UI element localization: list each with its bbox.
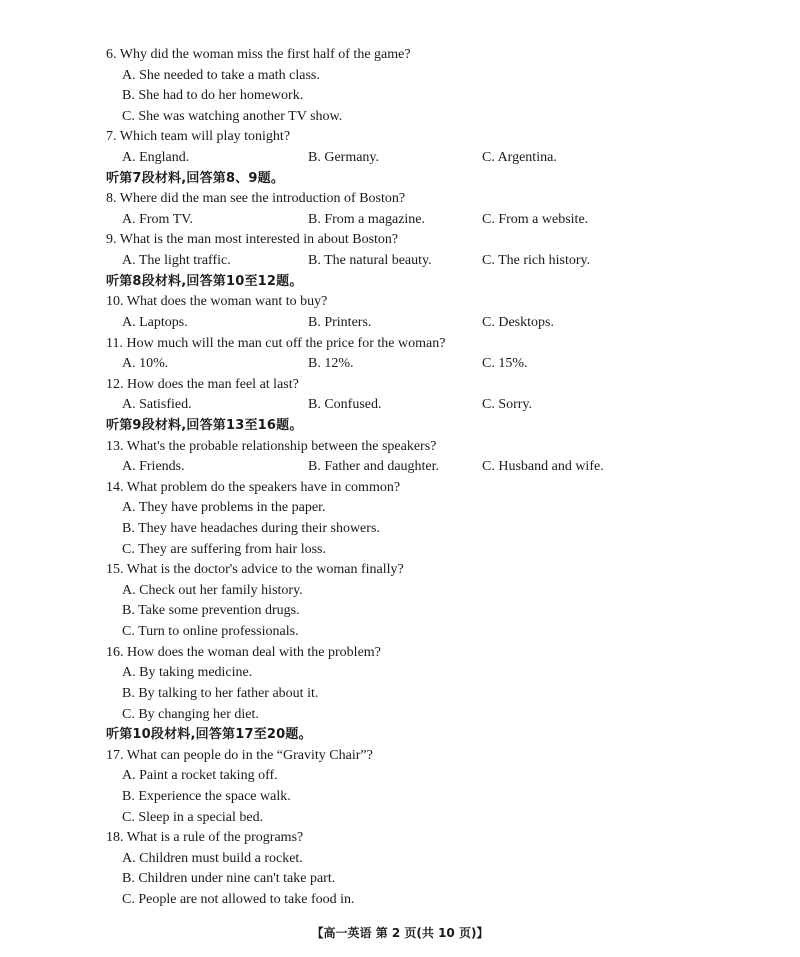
option-c: C. Desktops. [482,314,554,330]
option-line: B. They have headaches during their showers. [122,521,380,537]
option-a: A. England. [122,150,190,166]
option-c: C. The rich history. [482,253,591,269]
option-line: A. Children must build a rocket. [122,850,303,866]
option-b: B. Germany. [308,150,380,166]
question-list [106,45,766,911]
option-a: A. From TV. [122,211,194,227]
option-a: A. 10%. [122,356,169,372]
question-stem: 9. What is the man most interested in about Boston? [106,232,399,248]
option-line: C. People are not allowed to take food in. [122,891,355,907]
option-c: C. Sorry. [482,397,533,413]
options-row [106,148,766,169]
option-line: C. She was watching another TV show. [122,108,343,124]
option-line: A. Paint a rocket taking off. [122,768,278,784]
options-row [106,354,766,375]
option-b: B. Printers. [308,314,372,330]
question-stem: 8. Where did the man see the introduction of Boston? [106,191,406,207]
option-line: A. By taking medicine. [122,665,253,681]
option-line: B. Children under nine can't take part. [122,871,336,887]
option-b: B. 12%. [308,356,354,372]
option-a: A. Laptops. [122,314,188,330]
section-instruction: 听第10段材料,回答第17至20题。 [106,727,312,743]
option-line: C. They are suffering from hair loss. [122,541,326,557]
option-c: C. From a website. [482,211,589,227]
option-b: B. Confused. [308,397,382,413]
option-b: B. From a magazine. [308,211,426,227]
section-instruction: 听第7段材料,回答第8、9题。 [106,170,285,186]
options-row [106,395,766,416]
option-c: C. Argentina. [482,150,557,166]
option-b: B. Father and daughter. [308,459,440,475]
question-stem: 7. Which team will play tonight? [106,129,291,145]
option-line: A. They have problems in the paper. [122,500,326,516]
option-a: A. Friends. [122,459,185,475]
question-stem: 14. What problem do the speakers have in common? [106,479,401,495]
option-c: C. 15%. [482,356,528,372]
option-line: A. Check out her family history. [122,582,303,598]
question-stem: 18. What is a rule of the programs? [106,830,304,846]
page-footer: 【高一英语 第 2 页(共 10 页)】 [311,926,489,940]
option-line: A. She needed to take a math class. [122,67,320,83]
option-line: B. She had to do her homework. [122,88,304,104]
option-line: C. By changing her diet. [122,706,259,722]
section-instruction: 听第9段材料,回答第13至16题。 [106,417,303,433]
question-stem: 11. How much will the man cut off the price for the woman? [106,335,446,351]
options-row [106,251,766,272]
option-line: C. Turn to online professionals. [122,624,299,640]
option-line: B. Experience the space walk. [122,788,291,804]
question-stem: 13. What's the probable relationship between the speakers? [106,438,437,454]
question-stem: 6. Why did the woman miss the first half of the game? [106,47,411,62]
question-stem: 15. What is the doctor's advice to the woman finally? [106,562,404,578]
option-c: C. Husband and wife. [482,459,604,475]
question-stem: 17. What can people do in the “Gravity Chair”? [106,747,373,763]
option-a: A. Satisfied. [122,397,192,413]
question-stem: 10. What does the woman want to buy? [106,294,328,310]
option-line: C. Sleep in a special bed. [122,809,264,825]
option-a: A. The light traffic. [122,253,231,269]
options-row [106,313,766,334]
option-b: B. The natural beauty. [308,253,432,269]
option-line: B. Take some prevention drugs. [122,603,300,619]
options-row [106,457,766,478]
options-row [106,210,766,231]
section-instruction: 听第8段材料,回答第10至12题。 [106,273,303,289]
option-line: B. By talking to her father about it. [122,685,319,701]
question-stem: 12. How does the man feel at last? [106,376,299,392]
question-stem: 16. How does the woman deal with the problem? [106,644,381,660]
